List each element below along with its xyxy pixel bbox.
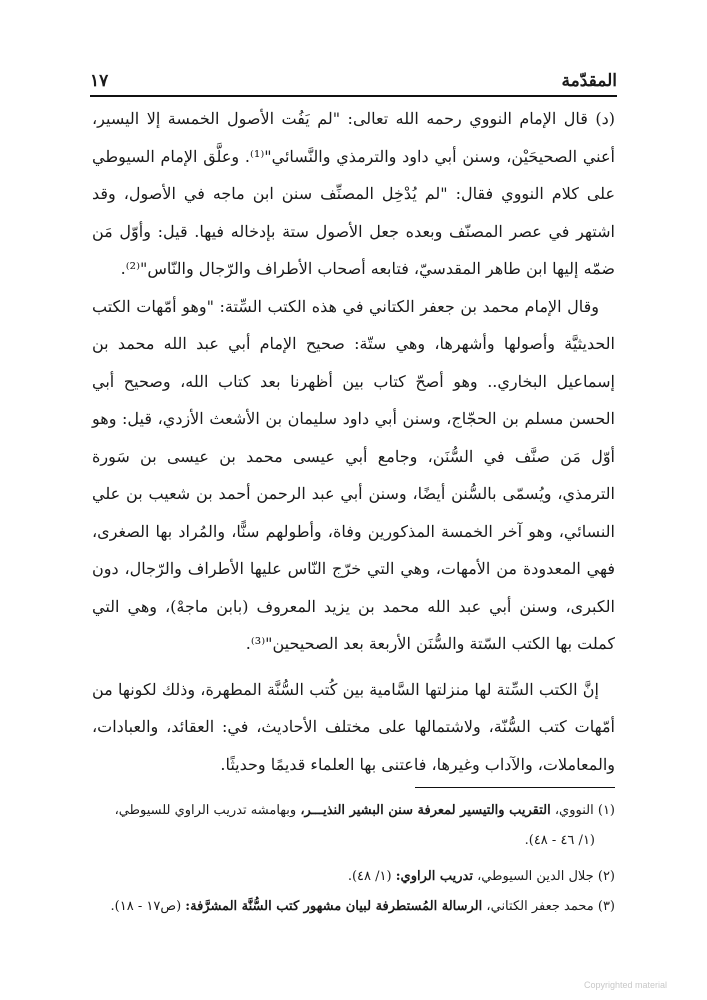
footnote-marker: (٣) xyxy=(597,899,615,914)
footnotes xyxy=(92,796,615,922)
header-divider xyxy=(90,95,617,97)
page-number: ١٧ xyxy=(90,71,109,91)
footnote-author: جلال الدين السيوطي، xyxy=(477,869,594,884)
main-text xyxy=(92,100,615,783)
footnote-marker: (٢) xyxy=(597,869,615,884)
footnote-book-title: الرسالة المُستطرفة لبيان مشهور كتب السُّنَّة المشرَّفة: xyxy=(185,899,483,914)
footnote-book-title: تدريب الراوي: xyxy=(395,869,473,884)
footnote-marker: (١) xyxy=(597,803,615,818)
footnote-3 xyxy=(92,892,615,922)
footnote-1 xyxy=(92,796,615,856)
footnote-reference: (١/ ٤٦ - ٤٨). xyxy=(524,833,595,848)
footnote-reference: (١/ ٤٨). xyxy=(347,869,392,884)
footnote-note: وبهامشه تدريب الراوي للسيوطي، xyxy=(114,803,297,818)
paragraph-nawawi-quote: (د) قال الإمام النووي رحمه الله تعالى: "لم يَفُت الأصول الخمسة إلا اليسير، أعني الصحيحَيْن، وسنن أبي داود والترمذي والنَّسائي"⁽¹⁾. وعلَّق الإمام السيوطي على كلام النووي فقال: "لم يُدْخِل المصنِّف سنن ابن ماجه في الأصول، وقد اشتهر في عصر المصنّف وبعده جعل الأصول ستة بإدخاله فيها. قيل: وأوّل مَن ضمّه إليها ابن طاهر المقدسيّ، فتابعه أصحاب الأطراف والرّجال والنّاس"⁽²⁾. xyxy=(92,109,615,278)
copyright-watermark: Copyrighted material xyxy=(583,980,667,990)
footnote-reference: (ص١٧ - ١٨). xyxy=(110,899,182,914)
footnote-2 xyxy=(92,862,615,892)
paragraph-kattani-quote: وقال الإمام محمد بن جعفر الكتاني في هذه الكتب السِّتة: "وهو أمّهات الكتب الحديثيَّة وأصولها وأشهرها، وهي ستّة: صحيح الإمام أبي عبد الله محمد بن إسماعيل البخاري.. وهو أصحّ كتاب بين أظهرنا بعد كتاب الله، وصحيح أبي الحسن مسلم بن الحجّاج، وسنن أبي داود سليمان بن الأشعث الأزدي، قيل: وهو أوّل مَن صنَّف في السُّنَن، وجامع أبي عيسى محمد بن عيسى بن سَورة الترمذي، ويُسمّى بالسُّنن أيضًا، وسنن أبي عبد الرحمن أحمد بن شعيب بن علي النسائي، وهو آخر الخمسة المذكورين وفاة، وأطولهم سنًّا، والمُراد بها الصغرى، فهي المعدودة من الأمهات، وهي التي خرّج النّاس عليها الأطراف والرّجال، دون الكبرى، وسنن أبي عبد الله محمد بن يزيد المعروف (بابن ماجهْ)، وهي التي كملت بها الكتب السّتة والسُّنَن الأربعة بعد الصحيحين"⁽³⁾. xyxy=(92,296,616,653)
chapter-title: المقدّمة xyxy=(561,71,617,91)
paragraph-six-books-status: إنَّ الكتب السِّتة لها منزلتها السَّامية بين كُتب السُّنَّة المطهرة، وذلك لكونها من أمّهات كتب السُّنّة، ولاشتمالها على مختلف الأحاديث، في: العقائد، والعبادات، والمعاملات، والآداب وغيرها، فاعتنى بها العلماء قديمًا وحديثًا. xyxy=(92,679,615,774)
footnote-author: محمد جعفر الكتاني، xyxy=(486,899,594,914)
footnote-divider xyxy=(415,787,615,788)
footnote-author: النووي، xyxy=(554,803,594,818)
footnote-book-title: التقريب والتيسير لمعرفة سنن البشير النذيـــر، xyxy=(300,803,551,818)
running-header xyxy=(90,68,617,94)
